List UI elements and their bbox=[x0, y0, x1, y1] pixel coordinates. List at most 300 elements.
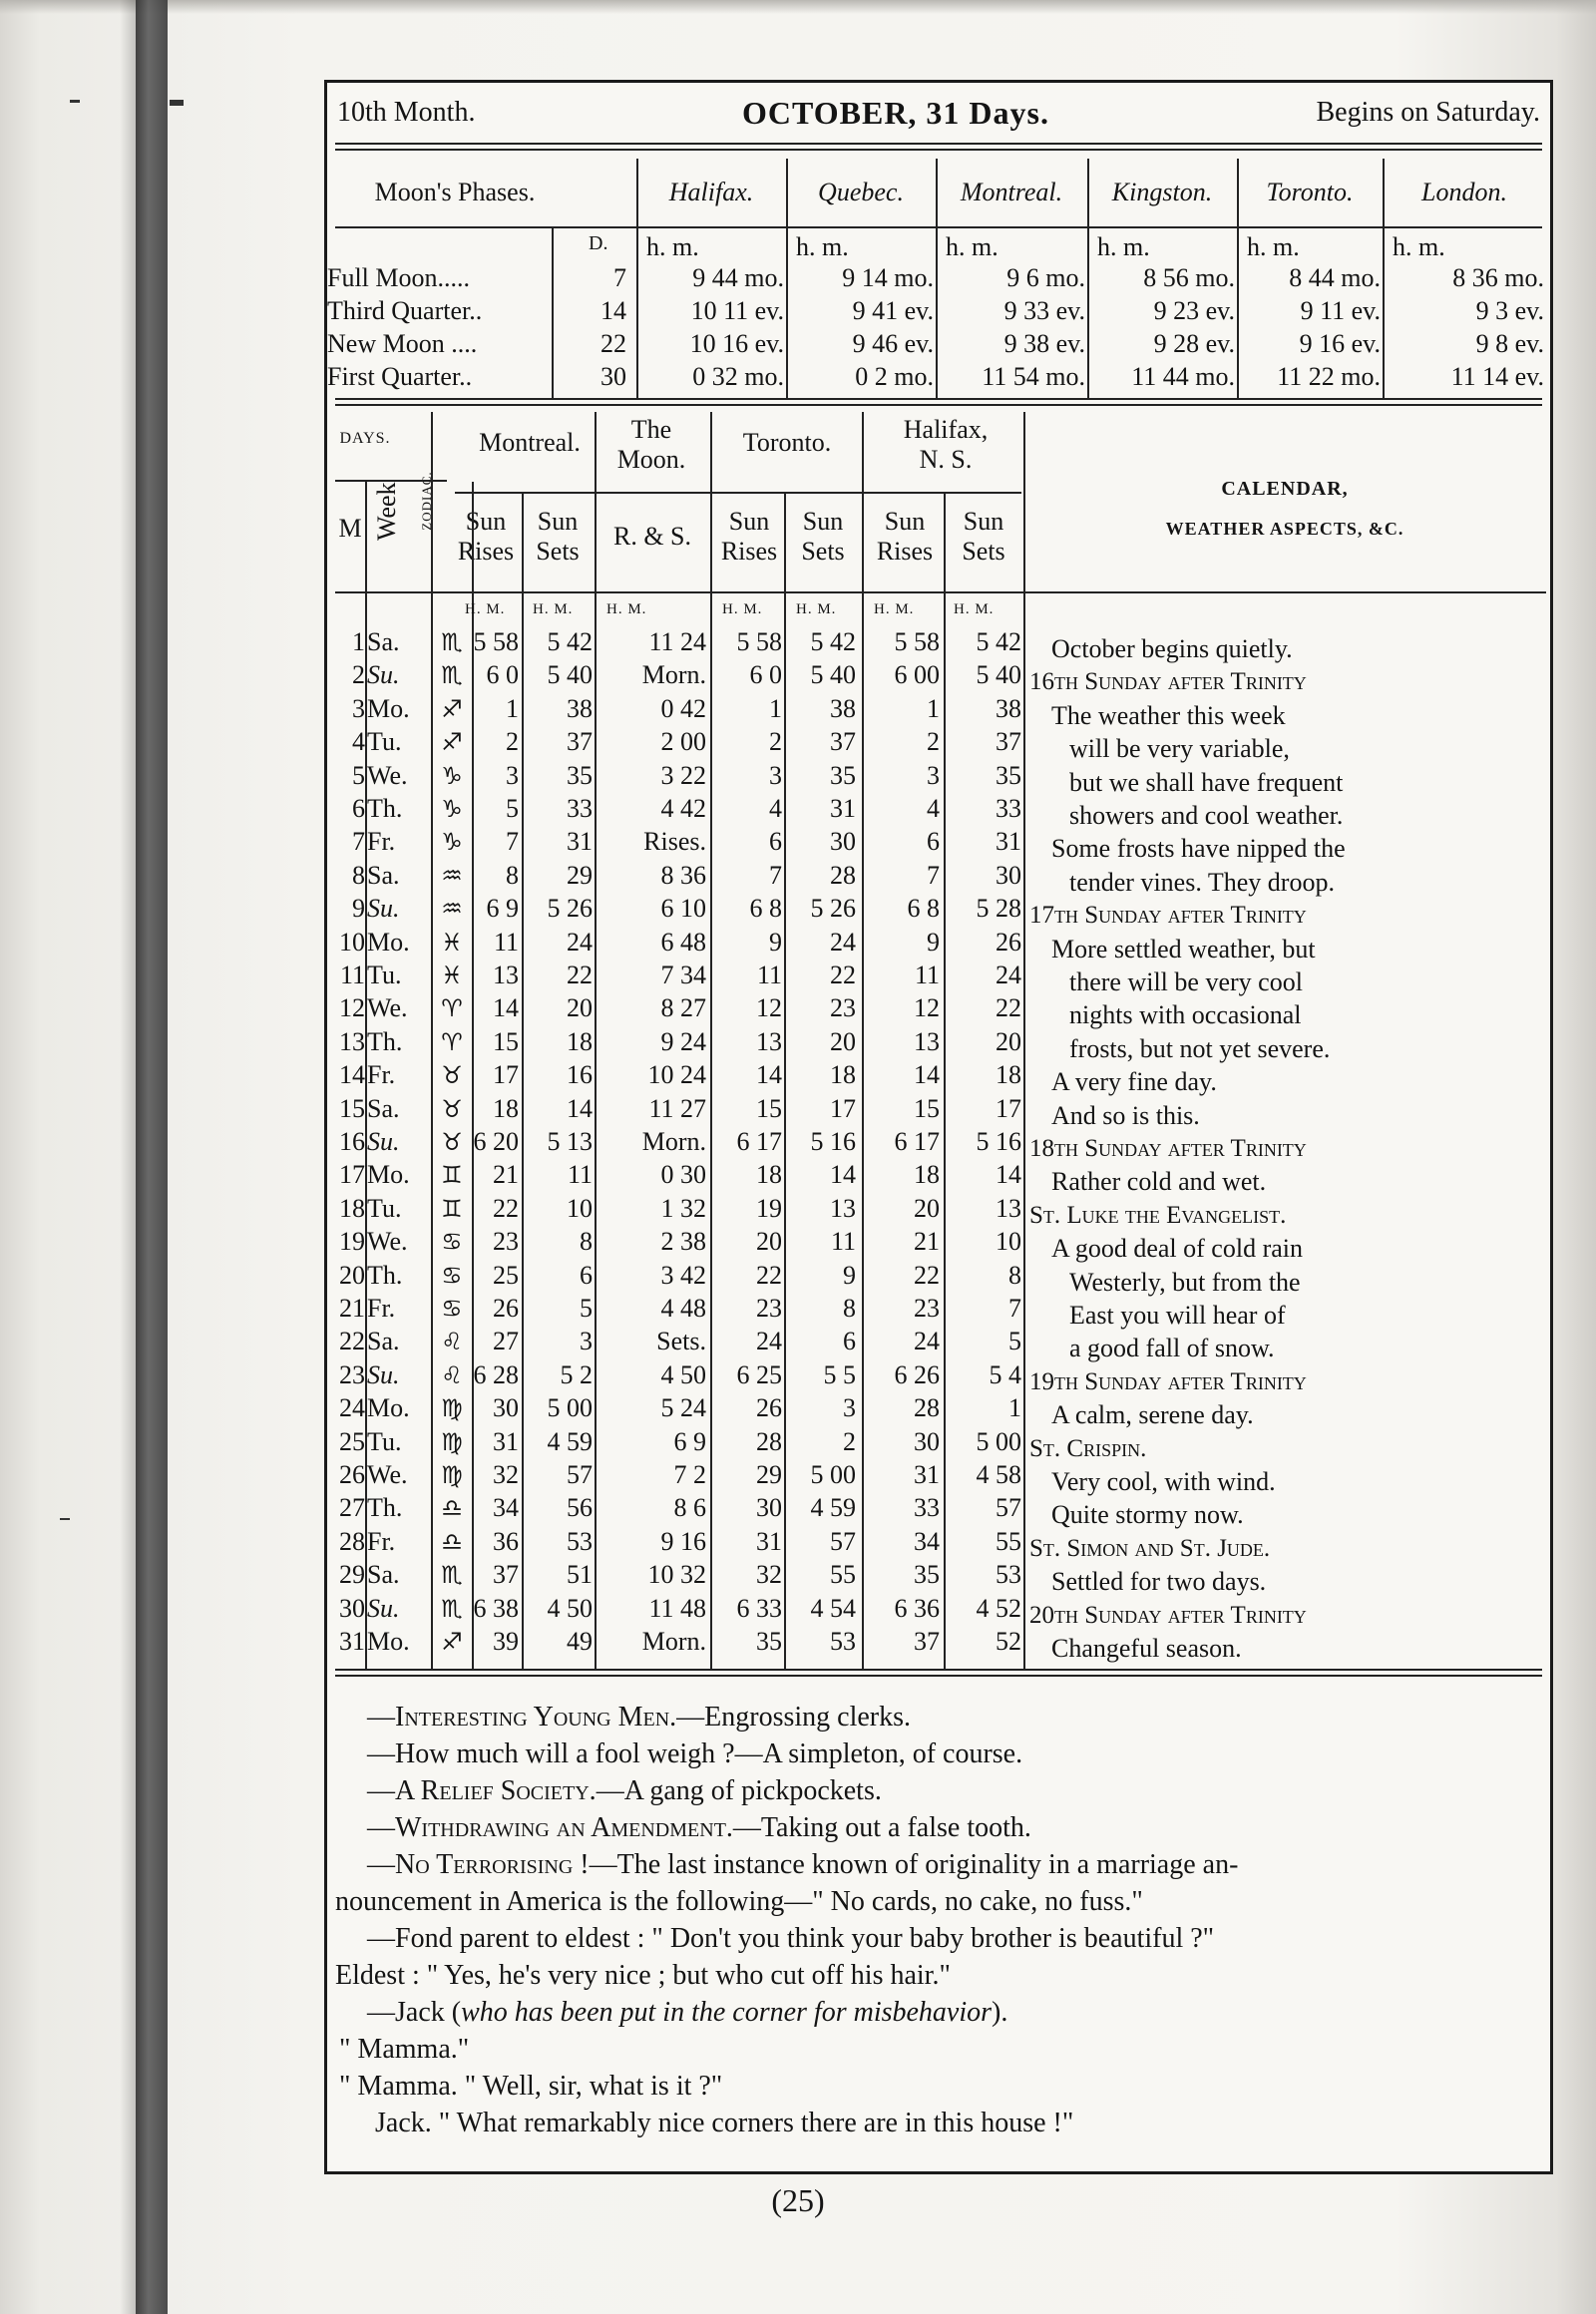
zodiac-sign: ♏ bbox=[441, 1594, 463, 1623]
weather-aspect: Rather cold and wet. bbox=[1051, 1167, 1267, 1197]
toronto-sunrise: 23 bbox=[756, 1294, 782, 1323]
moon-rise-set: 3 42 bbox=[660, 1260, 706, 1290]
phase-time: 11 44 mo. bbox=[1131, 362, 1235, 391]
hm-label: h. m. bbox=[1247, 232, 1300, 261]
toronto-sunrise: 26 bbox=[756, 1393, 782, 1423]
toronto-sunrise: 1 bbox=[769, 693, 782, 723]
phase-name: New Moon .... bbox=[327, 329, 478, 358]
day-of-week: Sa. bbox=[367, 627, 400, 656]
day-of-week: Su. bbox=[367, 1127, 400, 1156]
weather-aspect: Some frosts have nipped the bbox=[1051, 834, 1346, 864]
halifax-sunrise: 22 bbox=[914, 1260, 940, 1290]
montreal-sunset: 49 bbox=[567, 1627, 593, 1656]
day-of-week: Fr. bbox=[367, 827, 396, 857]
toronto-sunrise: 6 8 bbox=[749, 894, 782, 924]
toronto-sunset: 5 40 bbox=[810, 660, 856, 690]
hm-col-label: H. M. bbox=[874, 601, 915, 617]
weather-aspect: A good deal of cold rain bbox=[1051, 1234, 1303, 1264]
halifax-header: Halifax, N. S. bbox=[903, 415, 989, 474]
montreal-sunset: 6 bbox=[580, 1260, 593, 1290]
toronto-sunrise: 4 bbox=[769, 794, 782, 823]
montreal-sunset: 24 bbox=[567, 927, 593, 957]
table-col-divider bbox=[1023, 412, 1025, 1669]
toronto-sunset: 30 bbox=[830, 827, 856, 857]
weather-aspect: showers and cool weather. bbox=[1069, 801, 1344, 830]
toronto-sunrise: 6 33 bbox=[736, 1593, 782, 1623]
montreal-header: Montreal. bbox=[479, 428, 581, 457]
halifax-sunset: 37 bbox=[996, 727, 1021, 757]
montreal-sunrise: 7 bbox=[506, 827, 519, 857]
weather-aspect: tender vines. They droop. bbox=[1069, 867, 1335, 897]
moon-rise-set: 0 30 bbox=[660, 1160, 706, 1190]
montreal-sunset: 56 bbox=[567, 1493, 593, 1523]
halifax-sunset: 5 00 bbox=[976, 1426, 1021, 1456]
montreal-sunrise: 27 bbox=[493, 1327, 519, 1356]
calendar-feast: 16th Sunday after Trinity bbox=[1029, 668, 1307, 696]
day-of-month: 5 bbox=[352, 760, 365, 790]
toronto-sunrise: 6 17 bbox=[736, 1127, 782, 1156]
halifax-sunrise: 4 bbox=[927, 794, 940, 823]
toronto-sunset: 8 bbox=[843, 1294, 856, 1323]
toronto-sunset: 55 bbox=[830, 1560, 856, 1590]
hm-col-label: H. M. bbox=[533, 601, 574, 617]
book-gutter bbox=[136, 0, 168, 2314]
moon-rise-set: 8 36 bbox=[660, 860, 706, 890]
day-of-week: Su. bbox=[367, 660, 400, 690]
halifax-sunset: 7 bbox=[1008, 1294, 1021, 1323]
halifax-sunset: 1 bbox=[1008, 1393, 1021, 1423]
toronto-sunrise: 30 bbox=[756, 1493, 782, 1523]
city-header: Quebec. bbox=[818, 178, 904, 206]
toronto-sunset: 35 bbox=[830, 760, 856, 790]
city-header: Montreal. bbox=[960, 178, 1063, 206]
toronto-sunrise: 19 bbox=[756, 1193, 782, 1223]
zodiac-sign: ♏ bbox=[441, 628, 463, 656]
day-of-week: Mo. bbox=[367, 1160, 410, 1190]
halifax-sunset: 22 bbox=[996, 993, 1021, 1023]
page-number: (25) bbox=[771, 2182, 825, 2218]
montreal-sunrise: 32 bbox=[493, 1460, 519, 1489]
phase-time: 9 11 ev. bbox=[1300, 296, 1381, 325]
speck bbox=[170, 100, 184, 106]
toronto-sunrise: 12 bbox=[756, 993, 782, 1023]
montreal-sunrise: 6 28 bbox=[473, 1359, 519, 1389]
halifax-sunrise: 6 00 bbox=[894, 660, 940, 690]
hm-label: h. m. bbox=[1097, 232, 1150, 261]
halifax-sun-sets-header: Sun Sets bbox=[962, 507, 1005, 566]
halifax-sunrise: 24 bbox=[914, 1327, 940, 1356]
halifax-sunset: 5 40 bbox=[976, 660, 1021, 690]
montreal-sunrise: 18 bbox=[493, 1093, 519, 1123]
halifax-sunrise: 13 bbox=[914, 1026, 940, 1056]
montreal-sunrise: 1 bbox=[506, 693, 519, 723]
weather-aspect: Westerly, but from the bbox=[1069, 1267, 1301, 1297]
toronto-sunset: 4 54 bbox=[810, 1593, 856, 1623]
phase-time: 8 36 mo. bbox=[1452, 263, 1544, 292]
day-of-month: 12 bbox=[339, 993, 365, 1023]
montreal-sunrise: 36 bbox=[493, 1526, 519, 1556]
montreal-sunrise: 31 bbox=[493, 1426, 519, 1456]
day-of-week: Tu. bbox=[367, 961, 402, 989]
joke-fond-parent: —Fond parent to eldest : " Don't you think your baby brother is beautiful ?" bbox=[367, 1923, 1215, 1954]
weather-aspect: will be very variable, bbox=[1069, 734, 1290, 764]
montreal-sunset: 5 42 bbox=[547, 627, 593, 656]
day-of-month: 11 bbox=[339, 961, 365, 989]
moon-rise-set: 5 24 bbox=[660, 1393, 706, 1423]
almanac-page bbox=[324, 80, 1553, 2174]
weather-aspect: nights with occasional bbox=[1069, 1000, 1302, 1030]
zodiac-sign: ♒ bbox=[441, 895, 463, 924]
phases-bottom-rule bbox=[335, 398, 1542, 406]
toronto-sunrise: 15 bbox=[756, 1093, 782, 1123]
day-of-week: Th. bbox=[367, 1026, 403, 1056]
phase-day-divider bbox=[636, 227, 638, 399]
toronto-sunset: 57 bbox=[830, 1526, 856, 1556]
montreal-sunrise: 2 bbox=[506, 727, 519, 757]
montreal-sunset: 29 bbox=[567, 860, 593, 890]
phase-time: 11 22 mo. bbox=[1277, 362, 1381, 391]
montreal-sunrise: 15 bbox=[493, 1026, 519, 1056]
calendar-feast: 20th Sunday after Trinity bbox=[1029, 1601, 1307, 1629]
moon-rise-set: 11 24 bbox=[648, 627, 706, 656]
day-of-month: 23 bbox=[339, 1359, 365, 1389]
weather-aspects-header: WEATHER ASPECTS, &C. bbox=[1165, 519, 1404, 539]
montreal-sunrise: 13 bbox=[493, 961, 519, 989]
halifax-sunset: 17 bbox=[996, 1093, 1021, 1123]
moon-header: The Moon. bbox=[616, 415, 686, 474]
day-of-month: 1 bbox=[352, 627, 365, 656]
moon-rise-set: 4 48 bbox=[660, 1294, 706, 1323]
halifax-sunset: 24 bbox=[996, 961, 1021, 989]
joke-jack: —Jack (who has been put in the corner for misbehavior). bbox=[367, 1997, 1008, 2028]
montreal-sun-sets-header: Sun Sets bbox=[536, 507, 580, 566]
weather-aspect: East you will hear of bbox=[1069, 1301, 1286, 1330]
day-of-week: Sa. bbox=[367, 1327, 400, 1356]
toronto-sunrise: 13 bbox=[756, 1026, 782, 1056]
toronto-sunset: 11 bbox=[830, 1227, 856, 1257]
day-of-month: 16 bbox=[339, 1127, 365, 1156]
day-of-month: 20 bbox=[339, 1260, 365, 1290]
month-begins: Begins on Saturday. bbox=[1316, 97, 1540, 128]
montreal-sunset: 11 bbox=[567, 1160, 593, 1190]
zodiac-sign: ♓ bbox=[441, 962, 463, 989]
halifax-sunrise: 35 bbox=[914, 1560, 940, 1590]
phase-day: 7 bbox=[613, 263, 626, 292]
day-of-month: 17 bbox=[339, 1160, 365, 1190]
phase-time: 9 6 mo. bbox=[1006, 263, 1085, 292]
moon-rise-set: Rises. bbox=[643, 827, 706, 857]
halifax-sunrise: 7 bbox=[927, 860, 940, 890]
moon-rise-set: 6 10 bbox=[660, 894, 706, 924]
montreal-sunset: 33 bbox=[567, 794, 593, 823]
weather-aspect: a good fall of snow. bbox=[1069, 1334, 1275, 1363]
table-head-rule bbox=[455, 492, 1021, 494]
toronto-sunset: 13 bbox=[830, 1193, 856, 1223]
montreal-sunrise: 3 bbox=[506, 760, 519, 790]
halifax-sunset: 38 bbox=[996, 693, 1021, 723]
moon-rise-set: 7 34 bbox=[660, 961, 706, 989]
phase-time: 9 8 ev. bbox=[1475, 329, 1544, 358]
halifax-sunrise: 9 bbox=[927, 927, 940, 957]
toronto-sunrise: 22 bbox=[756, 1260, 782, 1290]
day-of-week: Sa. bbox=[367, 1560, 400, 1590]
halifax-sunrise: 2 bbox=[927, 727, 940, 757]
moon-rs-header: R. & S. bbox=[612, 522, 692, 551]
day-of-month: 2 bbox=[352, 660, 365, 690]
toronto-sunset: 17 bbox=[830, 1093, 856, 1123]
zodiac-sign: ♑ bbox=[441, 761, 463, 790]
halifax-sunset: 26 bbox=[996, 927, 1021, 957]
joke-amendment: —Withdrawing an Amendment.—Taking out a false tooth. bbox=[367, 1812, 1031, 1843]
day-of-month: 24 bbox=[339, 1393, 365, 1423]
montreal-sunset: 4 50 bbox=[547, 1593, 593, 1623]
day-of-month: 18 bbox=[339, 1193, 365, 1223]
toronto-sunrise: 6 bbox=[769, 827, 782, 857]
day-of-month: 14 bbox=[339, 1060, 365, 1090]
montreal-sunset: 5 bbox=[580, 1294, 593, 1323]
day-of-week: Th. bbox=[367, 1260, 403, 1290]
jokes-section bbox=[335, 1699, 1542, 2141]
halifax-sunset: 53 bbox=[996, 1560, 1021, 1590]
zodiac-sign: ♍ bbox=[441, 1394, 463, 1423]
header-rule bbox=[335, 143, 1542, 151]
day-of-month: 6 bbox=[352, 794, 365, 823]
halifax-sunrise: 1 bbox=[927, 693, 940, 723]
moon-rise-set: 9 16 bbox=[660, 1526, 706, 1556]
halifax-sunrise: 30 bbox=[914, 1426, 940, 1456]
calendar-feast: 17th Sunday after Trinity bbox=[1029, 902, 1307, 930]
day-of-month: 26 bbox=[339, 1460, 365, 1489]
zodiac-sign: ♋ bbox=[441, 1295, 463, 1323]
joke-terrorising-cont: nouncement in America is the following—" No cards, no cake, no fuss." bbox=[335, 1886, 1143, 1917]
halifax-sunset: 31 bbox=[996, 827, 1021, 857]
halifax-sunset: 18 bbox=[996, 1060, 1021, 1090]
moon-rise-set: 10 24 bbox=[647, 1060, 706, 1090]
halifax-sun-rises-header: Sun Rises bbox=[876, 507, 934, 566]
day-of-month: 13 bbox=[339, 1026, 365, 1056]
joke-fool-weigh: —How much will a fool weigh ?—A simpleton, of course. bbox=[367, 1738, 1023, 1769]
montreal-sunrise: 30 bbox=[493, 1393, 519, 1423]
table-head-rule bbox=[335, 480, 447, 482]
halifax-sunset: 35 bbox=[996, 760, 1021, 790]
montreal-sunrise: 8 bbox=[506, 860, 519, 890]
phase-time: 8 56 mo. bbox=[1143, 263, 1235, 292]
phase-time: 0 32 mo. bbox=[692, 362, 784, 391]
halifax-sunset: 8 bbox=[1008, 1260, 1021, 1290]
zodiac-sign: ♋ bbox=[441, 1228, 463, 1257]
calendar-feast: St. Crispin. bbox=[1029, 1434, 1147, 1462]
phase-time: 9 14 mo. bbox=[842, 263, 934, 292]
toronto-sunrise: 28 bbox=[756, 1426, 782, 1456]
day-of-month: 15 bbox=[339, 1093, 365, 1123]
halifax-sunset: 30 bbox=[996, 860, 1021, 890]
day-of-month: 10 bbox=[339, 927, 365, 957]
toronto-sunset: 9 bbox=[843, 1260, 856, 1290]
montreal-sunset: 5 00 bbox=[547, 1393, 593, 1423]
day-of-month: 27 bbox=[339, 1493, 365, 1523]
moon-rise-set: 9 24 bbox=[660, 1026, 706, 1056]
phase-time: 9 46 ev. bbox=[852, 329, 934, 358]
montreal-sunset: 8 bbox=[580, 1227, 593, 1257]
phase-day: 14 bbox=[600, 296, 626, 325]
day-of-week: We. bbox=[367, 1460, 408, 1489]
day-of-week: Su. bbox=[367, 1359, 400, 1389]
montreal-sunset: 20 bbox=[567, 993, 593, 1023]
zodiac-sign: ♌ bbox=[441, 1360, 463, 1389]
phase-time: 9 3 ev. bbox=[1475, 296, 1544, 325]
montreal-sunrise: 6 20 bbox=[473, 1127, 519, 1156]
table-col-divider bbox=[431, 412, 433, 482]
halifax-sunset: 5 bbox=[1008, 1327, 1021, 1356]
toronto-sun-sets-header: Sun Sets bbox=[801, 507, 845, 566]
phase-time: 8 44 mo. bbox=[1289, 263, 1381, 292]
day-of-week: Th. bbox=[367, 1493, 403, 1523]
day-of-week: Su. bbox=[367, 894, 400, 924]
day-of-week: Fr. bbox=[367, 1294, 396, 1323]
weather-aspect: A very fine day. bbox=[1051, 1067, 1217, 1097]
phase-time: 10 11 ev. bbox=[690, 296, 784, 325]
day-of-month: 19 bbox=[339, 1227, 365, 1257]
phase-name: Third Quarter.. bbox=[327, 296, 483, 325]
toronto-sunset: 5 16 bbox=[810, 1127, 856, 1156]
city-header: Halifax. bbox=[668, 178, 754, 206]
toronto-sunset: 53 bbox=[830, 1627, 856, 1656]
day-of-week: Mo. bbox=[367, 1393, 410, 1423]
zodiac-sign: ♊ bbox=[441, 1194, 463, 1223]
halifax-sunset: 5 16 bbox=[976, 1127, 1021, 1156]
zodiac-sign: ♎ bbox=[441, 1494, 463, 1523]
halifax-sunrise: 37 bbox=[914, 1627, 940, 1656]
day-of-week: Su. bbox=[367, 1593, 400, 1623]
toronto-sunrise: 24 bbox=[756, 1327, 782, 1356]
day-of-month: 29 bbox=[339, 1560, 365, 1590]
toronto-sunset: 28 bbox=[830, 860, 856, 890]
weather-aspect: Changeful season. bbox=[1051, 1634, 1242, 1663]
moon-rise-set: 10 32 bbox=[647, 1560, 706, 1590]
weather-aspect: Settled for two days. bbox=[1051, 1567, 1267, 1597]
hm-col-label: H. M. bbox=[465, 601, 506, 617]
montreal-sunset: 10 bbox=[567, 1193, 593, 1223]
moon-rise-set: 2 38 bbox=[660, 1227, 706, 1257]
day-of-week: Tu. bbox=[367, 727, 402, 757]
toronto-sunrise: 6 0 bbox=[749, 660, 782, 690]
halifax-sunset: 57 bbox=[996, 1493, 1021, 1523]
montreal-sunrise: 25 bbox=[493, 1260, 519, 1290]
weather-aspect: but we shall have frequent bbox=[1069, 767, 1344, 797]
toronto-sunrise: 29 bbox=[756, 1460, 782, 1489]
phase-time: 9 23 ev. bbox=[1153, 296, 1235, 325]
joke-mamma: " Mamma." bbox=[339, 2034, 470, 2065]
halifax-sunrise: 11 bbox=[914, 961, 940, 989]
phase-time: 11 14 ev. bbox=[1450, 362, 1544, 391]
zodiac-sign: ♐ bbox=[441, 694, 463, 723]
phase-time: 9 33 ev. bbox=[1003, 296, 1085, 325]
phase-time: 10 16 ev. bbox=[689, 329, 784, 358]
montreal-sunset: 5 13 bbox=[547, 1127, 593, 1156]
halifax-sunset: 33 bbox=[996, 794, 1021, 823]
montreal-sunset: 37 bbox=[567, 727, 593, 757]
joke-jack-reply: Jack. " What remarkably nice corners there are in this house !" bbox=[375, 2108, 1074, 2138]
city-header: London. bbox=[1421, 178, 1507, 206]
montreal-sun-rises-header: Sun Rises bbox=[457, 507, 515, 566]
montreal-sunrise: 5 bbox=[506, 794, 519, 823]
halifax-sunset: 20 bbox=[996, 1026, 1021, 1056]
montreal-sunrise: 6 0 bbox=[486, 660, 519, 690]
toronto-sunset: 4 59 bbox=[810, 1493, 856, 1523]
zodiac-sign: ♐ bbox=[441, 1628, 463, 1656]
day-of-week: Mo. bbox=[367, 1627, 410, 1656]
moon-rise-set: 0 42 bbox=[660, 693, 706, 723]
phase-time: 0 2 mo. bbox=[855, 362, 934, 391]
phase-time: 9 41 ev. bbox=[852, 296, 934, 325]
montreal-sunrise: 6 9 bbox=[486, 894, 519, 924]
month-number: 10th Month. bbox=[337, 97, 476, 128]
toronto-sunrise: 3 bbox=[769, 760, 782, 790]
halifax-sunset: 4 52 bbox=[976, 1593, 1021, 1623]
zodiac-sign: ♉ bbox=[441, 1094, 463, 1123]
zodiac-sign: ♈ bbox=[441, 994, 463, 1023]
phase-name: First Quarter.. bbox=[327, 362, 473, 391]
halifax-sunset: 4 58 bbox=[976, 1460, 1021, 1489]
weather-aspect: there will be very cool bbox=[1069, 967, 1303, 996]
weather-aspect: The weather this week bbox=[1051, 700, 1286, 730]
toronto-sunset: 18 bbox=[830, 1060, 856, 1090]
halifax-sunrise: 6 bbox=[927, 827, 940, 857]
zodiac-sign: ♎ bbox=[441, 1527, 463, 1556]
toronto-sunrise: 20 bbox=[756, 1227, 782, 1257]
weather-aspect: A calm, serene day. bbox=[1051, 1400, 1254, 1430]
toronto-sun-rises-header: Sun Rises bbox=[720, 507, 778, 566]
montreal-sunset: 3 bbox=[580, 1327, 593, 1356]
montreal-sunrise: 22 bbox=[493, 1193, 519, 1223]
halifax-sunset: 13 bbox=[996, 1193, 1021, 1223]
day-of-month: 4 bbox=[352, 727, 365, 757]
joke-young-men: —Interesting Young Men.—Engrossing clerks. bbox=[367, 1702, 912, 1733]
montreal-sunset: 31 bbox=[567, 827, 593, 857]
phase-time: 11 54 mo. bbox=[982, 362, 1085, 391]
montreal-sunrise: 23 bbox=[493, 1227, 519, 1257]
moon-rise-set: 1 32 bbox=[660, 1193, 706, 1223]
moon-phases-heading: Moon's Phases. bbox=[374, 178, 536, 206]
week-header: Week bbox=[372, 482, 401, 541]
halifax-sunset: 14 bbox=[996, 1160, 1021, 1190]
zodiac-sign: ♉ bbox=[441, 1061, 463, 1090]
montreal-sunrise: 5 58 bbox=[473, 627, 519, 656]
toronto-sunset: 23 bbox=[830, 993, 856, 1023]
halifax-sunset: 52 bbox=[996, 1627, 1021, 1656]
zodiac-sign: ♒ bbox=[441, 861, 463, 890]
calendar-header: CALENDAR, bbox=[1221, 478, 1349, 500]
hm-col-label: H. M. bbox=[606, 601, 647, 617]
day-of-week: We. bbox=[367, 993, 408, 1023]
moon-rise-set: 11 27 bbox=[648, 1093, 706, 1123]
toronto-sunset: 6 bbox=[843, 1327, 856, 1356]
table-head-rule bbox=[335, 591, 1546, 593]
zodiac-header: ZODIAC. bbox=[419, 471, 434, 531]
day-of-month: 22 bbox=[339, 1327, 365, 1356]
weather-aspect: Quite stormy now. bbox=[1051, 1500, 1244, 1530]
toronto-sunrise: 35 bbox=[756, 1627, 782, 1656]
day-of-week: Sa. bbox=[367, 1093, 400, 1123]
weather-aspect: Very cool, with wind. bbox=[1051, 1467, 1276, 1496]
gutter-shadow bbox=[120, 0, 136, 2314]
moon-rise-set: 2 00 bbox=[660, 727, 706, 757]
day-of-week: Sa. bbox=[367, 860, 400, 890]
toronto-sunrise: 18 bbox=[756, 1160, 782, 1190]
halifax-sunrise: 14 bbox=[914, 1060, 940, 1090]
hm-label: h. m. bbox=[946, 232, 998, 261]
joke-eldest: Eldest : " Yes, he's very nice ; but who cut off his hair." bbox=[335, 1960, 951, 1991]
